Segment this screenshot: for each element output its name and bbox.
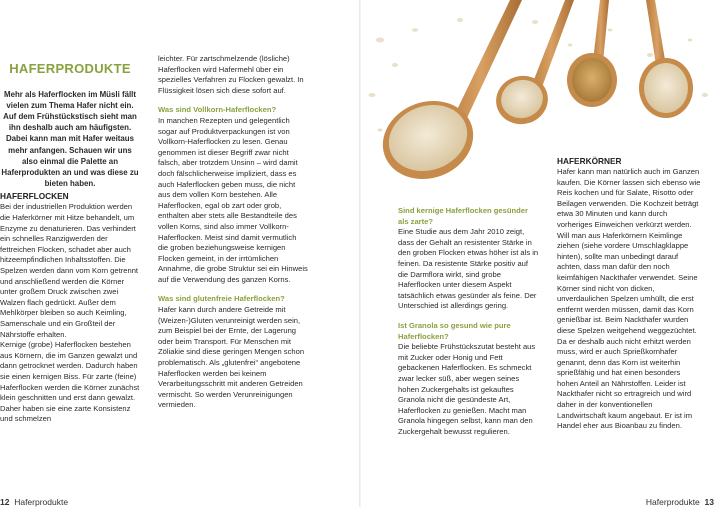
question-granola: Ist Granola so gesund wie pure Haferflocken? xyxy=(398,320,511,341)
answer-kernige: Eine Studie aus dem Jahr 2010 zeigt, dass der Gehalt an resistenter Stärke in den groben Flocken etwas höher ist als in feinen. Da resistente Stärke positiv auf die Darmflora wirkt, sind grobe Haferflocken unter diesem Aspekt tatsächlich etwas gesünder als feine. Der Unterschied ist allerdings gering. xyxy=(398,227,539,311)
footer-left xyxy=(0,497,68,507)
haferflocken-paragraph-1: Bei der industriellen Produktion werden die Haferkörner mit Hitze behandelt, um Enzyme zu denaturieren. Das verhindert ein schnelles Ranzigwerden der fettreichen Flocken, schadet aber auch hitzeempfindlichen Inhaltsstoffen. Die Spelzen werden dann vom Korn getrennt und anschließend werden die Körner unter großem Druck zwischen zwei Walzen flach gedrückt. Außer dem Mehlkörper bleiben so auch Keimling, Samenschale und ein Großteil der Nährstoffe erhalten. xyxy=(0,202,139,339)
footer-label-left: Haferprodukte xyxy=(14,497,69,507)
heading-haferkoerner: HAFERKÖRNER xyxy=(557,156,622,166)
footer-right xyxy=(646,497,714,507)
haferkoerner-paragraph: Hafer kann man natürlich auch im Ganzen kaufen. Die Körner lassen sich ebenso wie Reis kochen und für Salate, Risotto oder Beilagen verwenden. Die Kochzeit beträgt etwa 30 Minuten und kann durch vorheriges Einweichen verkürzt werden. Will man aus Haferkörnern Keimlinge ziehen (siehe vordere Umschlagklappe hinten), sollte man unbedingt darauf achten, dass man dafür den noch keimfähigen Nackthafer verwendet. Seine Körner sind nicht von dicken, unverdaulichen Spelzen umhüllt, die erst entfernt werden müssen, damit das Korn genießbar ist. Beim Nackthafer wurden diese Spelzen weitgehend weggezüchtet. Da er deshalb auch nicht erhitzt werden muss, wird er auch Sprießkornhafer genannt, denn das Korn ist weiterhin sprießfähig und hat einen besonders hohen Anteil an Nährstoffen. Leider ist Nackthafer nicht so ertragreich und wird daher in der konventionellen Landwirtschaft kaum angebaut. Er ist im Handel eher aus Bioanbau zu finden. xyxy=(557,167,701,431)
intro-paragraph: Mehr als Haferflocken im Müsli fällt vielen zum Thema Hafer nicht ein. Auf dem Frühstückstisch sieht man ihn deshalb auch am häufigsten. Dabei kann man mit Hafer weitaus mehr anfangen. Schauen wir uns also einmal die Palette an Haferprodukten an und was diese zu bieten haben. xyxy=(1,89,139,189)
page-title: HAFERPRODUKTE xyxy=(9,61,131,76)
answer-vollkorn: In manchen Rezepten und gelegentlich sogar auf Produktverpackungen ist von Vollkorn-Haferflocken zu lesen. Genau genommen ist dieser Begriff zwar nicht falsch, aber trotzdem Unsinn – wird damit doch fälschlicherweise impliziert, dass es auch Haferflocken geben muss, die nicht aus dem vollen Korn bestehen. Alle Haferflocken, egal ob zart oder grob, enthalten aber stets alle Bestandteile des vollen Korns, sind also immer Vollkorn-Haferflocken. Meist sind damit vermutlich die groben beziehungsweise kernigen Flocken gemeint, in der irrtümlichen Annahme, die grobe Struktur sei ein Hinweis auf die Verwendung des ganzen Korns. xyxy=(158,115,308,284)
question-glutenfrei: Was sind glutenfreie Haferflocken? xyxy=(158,294,285,304)
right-column-1 xyxy=(398,206,540,437)
left-column-2 xyxy=(158,54,308,411)
haferflocken-paragraph-2: Kernige (grobe) Haferflocken bestehen aus Körnern, die im Ganzen gewalzt und dann getrocknet werden. Dadurch haben sie einen kernigen Biss. Für zarte (feine) Haferflocken werden die Körner zunächst klein geschnitten und erst dann gewalzt. Daher haben sie eine zarte Konsistenz und schmelzen xyxy=(0,340,140,424)
right-column-2 xyxy=(557,154,702,432)
question-kernige: Sind kernige Haferflocken gesünder als zarte? xyxy=(398,206,528,226)
answer-glutenfrei: Hafer kann durch andere Getreide mit (Weizen-)Gluten verunreinigt werden sein, zum Beispiel bei der Ernte, der Lagerung oder beim Transport. Für Menschen mit Zöliakie sind diese geringen Mengen schon problematisch. Als „glutenfrei“ angebotene Haferflocken werden bei keinem Verarbeitungsschritt mit anderen Getreiden vermischt. So werden Verunreinigungen vermieden. xyxy=(158,305,305,410)
left-column-1 xyxy=(0,54,140,425)
heading-haferflocken: HAFERFLOCKEN xyxy=(0,191,69,202)
page-number-left: 12 xyxy=(0,497,10,507)
question-vollkorn: Was sind Vollkorn-Haferflocken? xyxy=(158,105,277,115)
page-number-right: 13 xyxy=(704,497,714,507)
continuation-paragraph: leichter. Für zartschmelzende (lösliche) Haferflocken wird Hafermehl über ein spezielles Verfahren zu Flocken gewalzt. In Flüssigkeit lösen sich diese sofort auf. xyxy=(158,54,304,95)
footer-label-right: Haferprodukte xyxy=(645,497,700,507)
answer-granola: Die beliebte Frühstückszutat besteht aus mit Zucker oder Honig und Fett gebackenen Haferflocken. Es schmeckt zwar lecker süß, aber wegen seines hohen Zuckergehalts ist gekauftes Granola nicht die gesündeste Art, Haferflocken zu genießen. Macht man Granola hingegen selbst, kann man den Zuckergehalt bewusst regulieren. xyxy=(398,342,536,436)
